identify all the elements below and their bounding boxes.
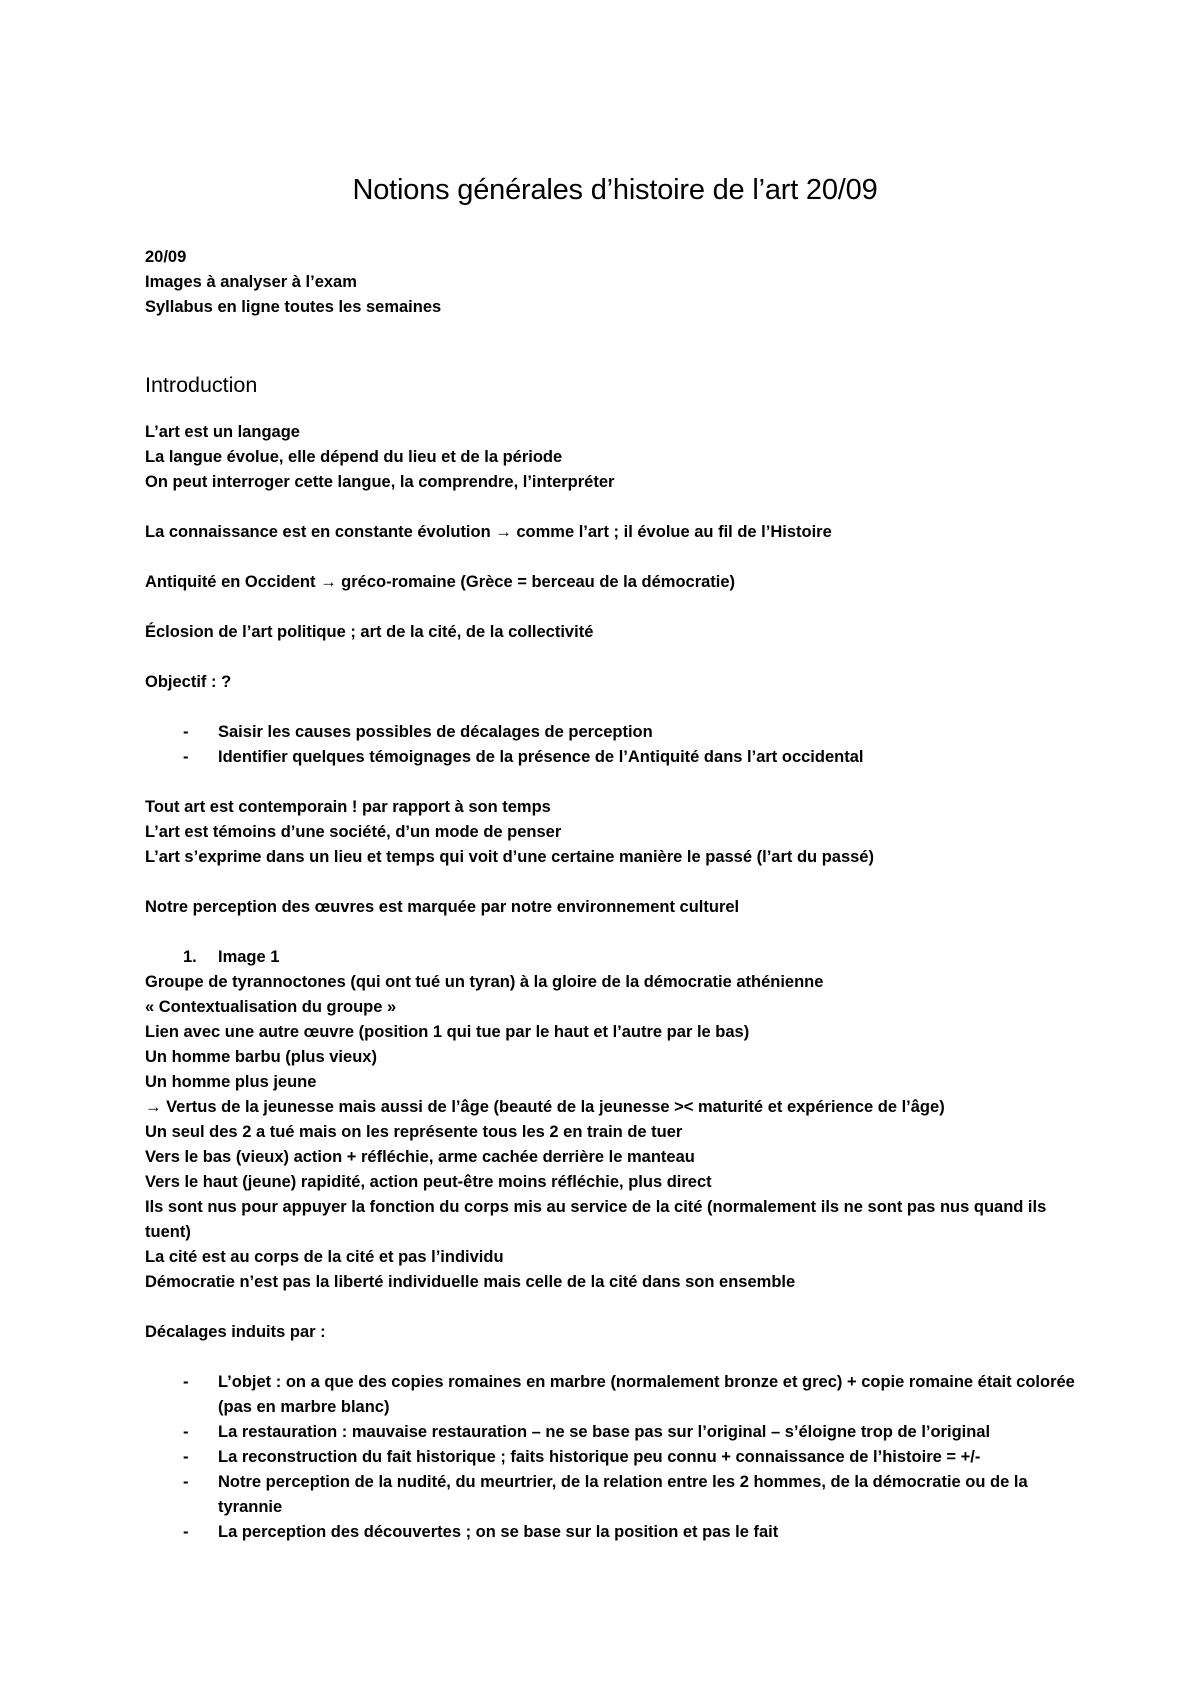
page-title: Notions générales d’histoire de l’art 20/09 — [352, 174, 878, 206]
spacer — [145, 595, 1085, 620]
intro-line: La langue évolue, elle dépend du lieu et de la période — [145, 448, 563, 466]
spacer — [145, 1295, 1085, 1320]
image-note: Vers le haut (jeune) rapidité, action peut-être moins réfléchie, plus direct — [145, 1173, 712, 1191]
image-heading — [145, 945, 1085, 970]
image-note: Un homme plus jeune — [145, 1073, 317, 1091]
spacer — [145, 920, 1085, 945]
decalages-list — [145, 1370, 1085, 1545]
image-note: Un seul des 2 a tué mais on les représente tous les 2 en train de tuer — [145, 1123, 683, 1141]
antiquity-line: Antiquité en Occident → gréco-romaine (Grèce = berceau de la démocratie) — [145, 573, 736, 591]
intro-line: L’art est un langage — [145, 423, 300, 441]
image-note: La cité est au corps de la cité et pas l’individu — [145, 1248, 504, 1266]
spacer — [145, 645, 1085, 670]
list-item: - L’objet : on a que des copies romaines en marbre (normalement bronze et grec) + copie romaine était colorée (pas en marbre blanc) — [145, 1370, 1085, 1420]
contemporary-line: L’art s’exprime dans un lieu et temps qui voit d’une certaine manière le passé (l’art du passé) — [145, 848, 874, 866]
objectives-list — [145, 720, 1085, 770]
spacer — [145, 545, 1085, 570]
list-item: - La restauration : mauvaise restauration – ne se base pas sur l’original – s’éloigne trop de l’original — [145, 1420, 1085, 1445]
spacer — [145, 770, 1085, 795]
document-body — [145, 172, 1085, 1545]
contemporary-line: Tout art est contemporain ! par rapport à son temps — [145, 798, 551, 816]
knowledge-line: La connaissance est en constante évolution → comme l’art ; il évolue au fil de l’Histoire — [145, 523, 832, 541]
section-heading: Introduction — [145, 373, 258, 397]
spacer — [145, 1345, 1085, 1370]
list-item: - Notre perception de la nudité, du meurtrier, de la relation entre les 2 hommes, de la démocratie ou de la tyrannie — [145, 1470, 1085, 1520]
image-note: Vers le bas (vieux) action + réfléchie, arme cachée derrière le manteau — [145, 1148, 695, 1166]
image-note: Un homme barbu (plus vieux) — [145, 1048, 377, 1066]
image-note: → Vertus de la jeunesse mais aussi de l’âge (beauté de la jeunesse >< maturité et expérience de l’âge) — [145, 1098, 945, 1116]
list-item: - Saisir les causes possibles de décalages de perception — [145, 720, 1085, 745]
spacer — [145, 695, 1085, 720]
syllabus-note: Syllabus en ligne toutes les semaines — [145, 298, 442, 316]
objective-label: Objectif : ? — [145, 673, 232, 691]
image-note: Ils sont nus pour appuyer la fonction du corps mis au service de la cité (normalement ils ne sont pas nus quand ils tuent) — [145, 1198, 1047, 1241]
perception-line: Notre perception des œuvres est marquée par notre environnement culturel — [145, 898, 740, 916]
image-note: Démocratie n’est pas la liberté individuelle mais celle de la cité dans son ensemble — [145, 1273, 796, 1291]
eclosion-line: Éclosion de l’art politique ; art de la cité, de la collectivité — [145, 623, 594, 641]
list-number: 1. — [183, 948, 197, 966]
contemporary-line: L’art est témoins d’une société, d’un mode de penser — [145, 823, 562, 841]
list-item: - Identifier quelques témoignages de la présence de l’Antiquité dans l’art occidental — [145, 745, 1085, 770]
spacer — [145, 495, 1085, 520]
list-item: - La reconstruction du fait historique ; faits historique peu connu + connaissance de l’histoire = +/- — [145, 1445, 1085, 1470]
spacer — [145, 320, 1085, 370]
list-item: - La perception des découvertes ; on se base sur la position et pas le fait — [145, 1520, 1085, 1545]
decalages-label: Décalages induits par : — [145, 1323, 326, 1341]
date-line: 20/09 — [145, 248, 187, 266]
spacer — [145, 870, 1085, 895]
intro-line: On peut interroger cette langue, la comprendre, l’interpréter — [145, 473, 615, 491]
image-note: Groupe de tyrannoctones (qui ont tué un tyran) à la gloire de la démocratie athénienne — [145, 973, 824, 991]
image-label: Image 1 — [218, 948, 280, 966]
exam-note: Images à analyser à l’exam — [145, 273, 357, 291]
image-note: « Contextualisation du groupe » — [145, 998, 397, 1016]
image-note: Lien avec une autre œuvre (position 1 qui tue par le haut et l’autre par le bas) — [145, 1023, 750, 1041]
